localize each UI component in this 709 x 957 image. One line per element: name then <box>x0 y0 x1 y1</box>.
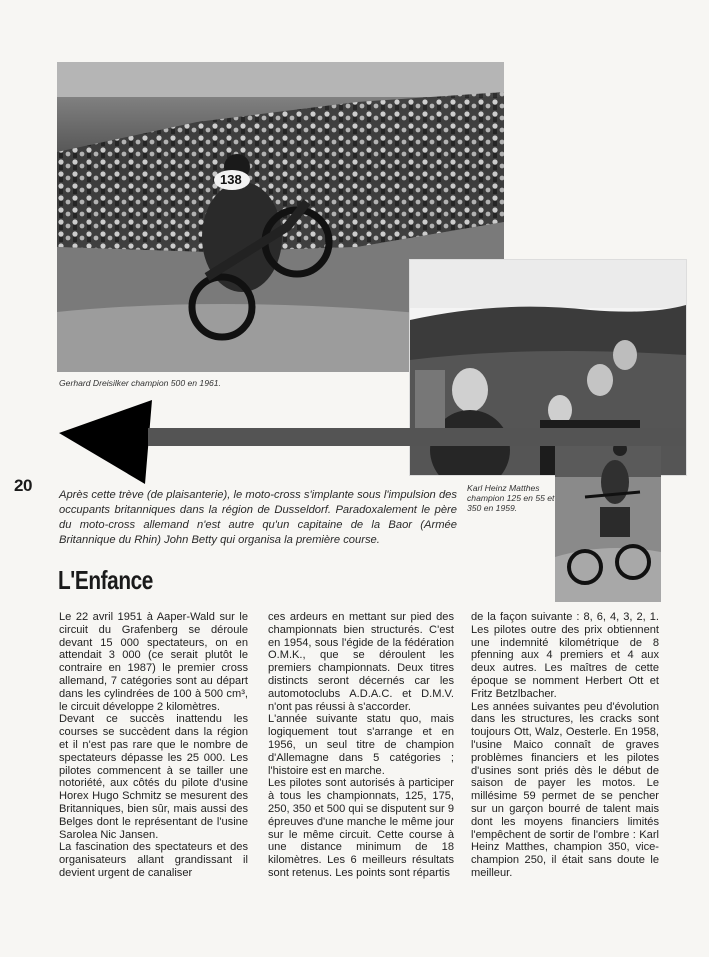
paragraph: Les années suivantes peu d'évolution dans les structures, les cracks sont toujours Ott, Walz, Oesterle. En 1958, l'usine Maico connaît de graves problèmes financiers et les pilotes d'usines sont priés dès le début de saison de payer les motos. Le millésime 59 permet de se pencher sur un garçon bourré de talent mais dont les moyens financiers limités l'empêchent de sortir de l'ombre : Karl Heinz Matthes, champion 350, vice-champion 250, il était sans doute le meilleur. <box>471 700 659 879</box>
text-column-2 <box>268 611 454 880</box>
rider-photo <box>555 437 661 602</box>
paragraph: de la façon suivante : 8, 6, 4, 3, 2, 1. Les pilotes outre des prix obtiennent une indemnité kilométrique de 8 pfenning aux 4 premiers et 4 aux deux autres. Les maîtres de cette époque se nomment Herbert Ott et Fritz Betzlbacher. <box>471 611 659 700</box>
section-title: L'Enfance <box>58 565 153 595</box>
racer-number: 138 <box>220 172 242 187</box>
paragraph: ces ardeurs en mettant sur pied des championnats bien structurés. C'est en 1954, sous l'égide de la fédération O.M.K., que se déroulent les premiers championnats. Deux titres distincts seront décernés car les automotoclubs A.D.A.C. et D.M.V. n'ont pas réussi à s'accorder. <box>268 611 454 713</box>
text-column-3 <box>471 611 659 880</box>
paragraph: Devant ce succès inattendu les courses se succèdent dans la région et il n'est pas rare que le nombre de spectateurs dépasse les 25 000. Les pilotes commencent à se tailler une notoriété, aux côtés du pilote d'usine Horex Hugo Schmitz se mesurent des Britanniques, bien sûr, mais aussi des Belges dont le représentant de l'usine Sarolea Nic Jansen. <box>59 713 248 841</box>
paragraph: Les pilotes sont autorisés à participer à tous les championnats, 125, 175, 250, 350 et 500 qui se disputent sur 9 épreuves d'une manche le même jour sur le même circuit. Cette course à une distance minimum de 18 kilomètres. Les 6 meilleurs résultats sont retenus. Les points sont répartis <box>268 777 454 879</box>
paragraph: La fascination des spectateurs et des organisateurs allant grandissant il devient urgent de canaliser <box>59 841 248 879</box>
photo1-caption: Gerhard Dreisilker champion 500 en 1961. <box>59 378 221 388</box>
paragraph: Le 22 avril 1951 à Aaper-Wald sur le circuit du Grafenberg se déroule devant 15 000 spectateurs, on en attendait 3 000 (ce serait plutôt le contraire en 1987) le premier cross allemand, 7 catégories sont au départ dans les cylindrées de 100 à 500 cm³, le circuit développe 2 kilomètres. <box>59 611 248 713</box>
intro-paragraph: Après cette trève (de plaisanterie), le moto-cross s'implante sous l'impulsion des occupants britanniques dans la région de Dusseldorf. Paradoxalement le père du moto-cross allemand n'est autre qu'un capitaine de la Baor (Armée Britannique du Rhin) John Betty qui organisa la première course. <box>59 489 457 546</box>
arrow-triangle-icon <box>59 400 152 484</box>
page-number: 20 <box>14 476 32 495</box>
paragraph: L'année suivante statu quo, mais logiquement tout s'arrange et en 1956, un seul titre de champion d'Allemagne dans 5 catégories ; l'histoire est en marche. <box>268 713 454 777</box>
photo2-caption: Karl Heinz Matthes champion 125 en 55 et 350 en 1959. <box>467 483 555 513</box>
text-column-1 <box>59 611 248 880</box>
divider-bar <box>148 428 685 446</box>
